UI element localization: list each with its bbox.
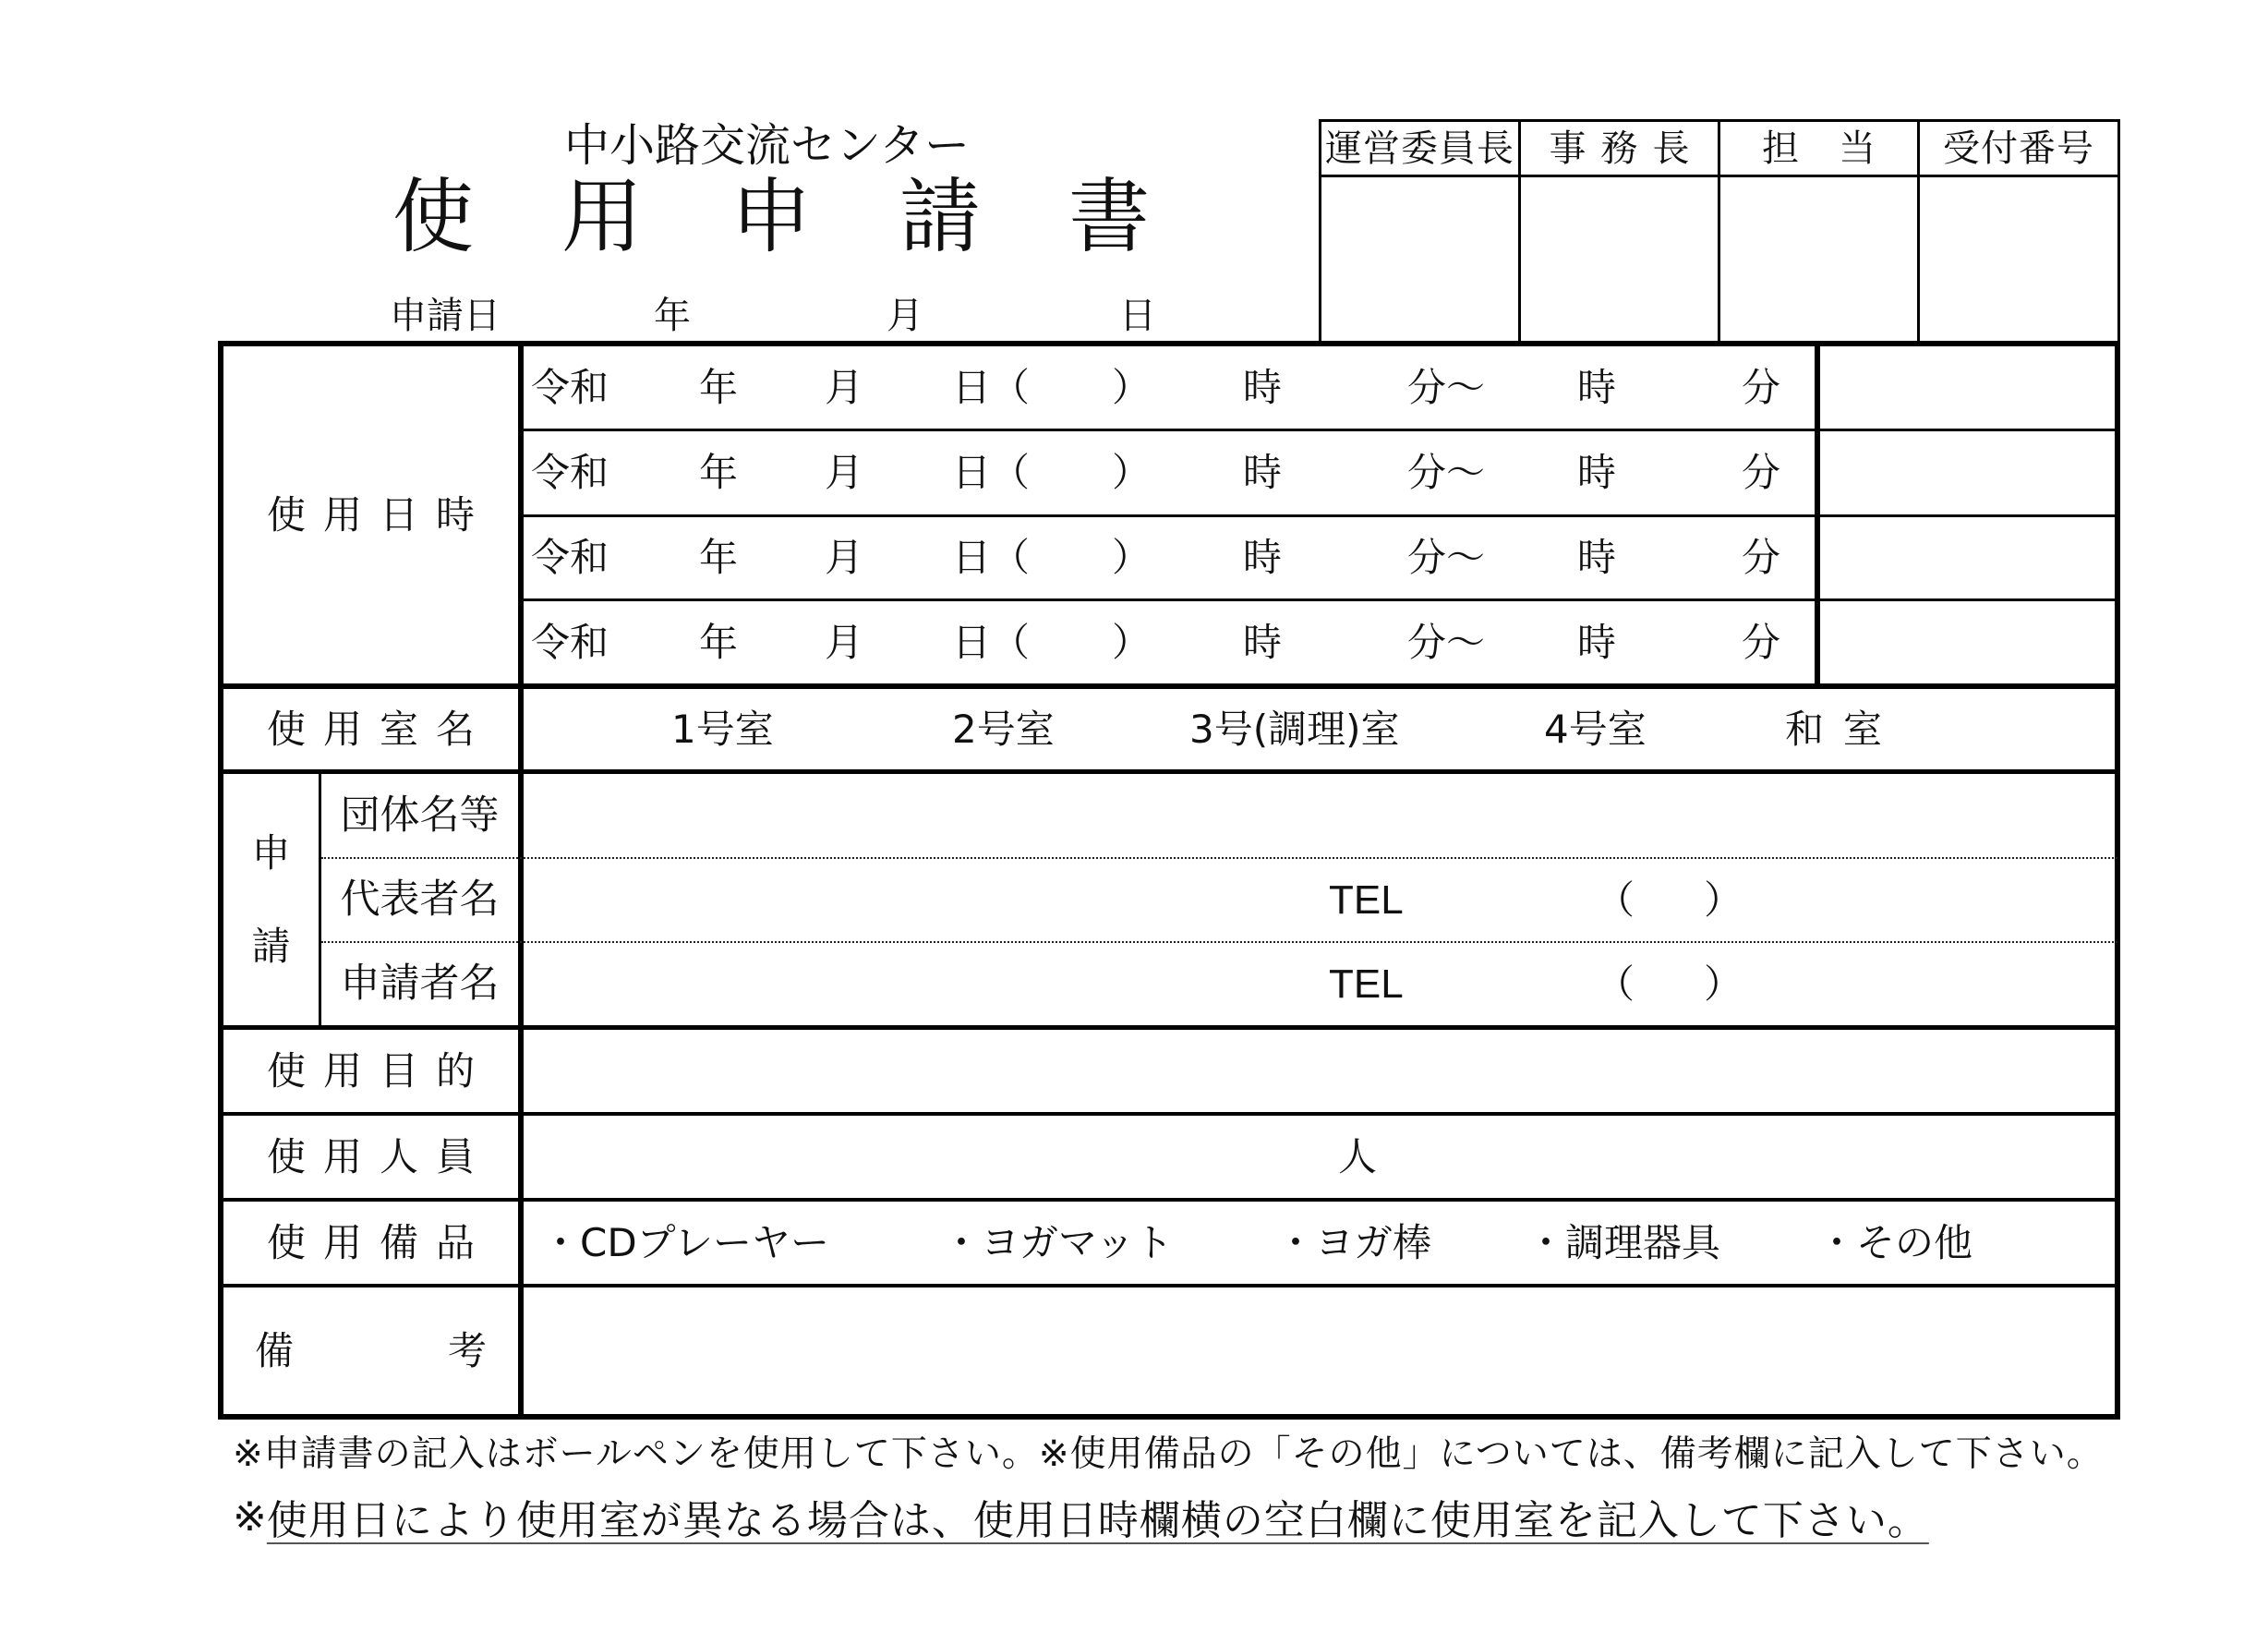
year-label: 年 bbox=[699, 450, 739, 495]
representative-tel-label: TEL bbox=[1329, 876, 1404, 923]
room-option-1: 1号室 bbox=[671, 706, 774, 752]
representative-row bbox=[0, 859, 2268, 941]
approval-header-secretary-general: 事務長 bbox=[1549, 127, 1705, 170]
end-minute-label: 分 bbox=[1742, 364, 1781, 410]
approval-header-staff-cell bbox=[1720, 122, 1917, 175]
start-hour-label: 時 bbox=[1243, 450, 1283, 495]
month-label: 月 bbox=[825, 450, 864, 495]
day-label: 日（ bbox=[952, 535, 1031, 580]
representative-name-label: 代表者名 bbox=[340, 876, 500, 923]
equipment-item-yoga-mat: ・ヨガマット bbox=[942, 1219, 1174, 1265]
datetime-row bbox=[0, 517, 2268, 598]
approval-stamp-cell bbox=[1321, 177, 1518, 341]
applicant-tel-label: TEL bbox=[1329, 961, 1404, 1007]
day-label: 日（ bbox=[952, 450, 1031, 495]
equipment-item-cd-player: ・CDプレーヤー bbox=[541, 1219, 829, 1265]
approval-header-secretary-general-cell bbox=[1521, 122, 1718, 175]
approval-stamp-cell bbox=[1521, 177, 1718, 341]
applicant-tel-close-paren: ） bbox=[1704, 961, 1743, 1007]
date-room-note-cell bbox=[1820, 346, 2115, 429]
datetime-row bbox=[0, 346, 2268, 429]
equipment-item-other: ・その他 bbox=[1817, 1219, 1973, 1265]
group-name-row bbox=[0, 774, 2268, 857]
purpose-label: 使用目的 bbox=[266, 1047, 492, 1094]
purpose-field bbox=[524, 1030, 2115, 1112]
weekday-close-paren: ） bbox=[1112, 619, 1152, 665]
group-name-field bbox=[524, 774, 2115, 857]
group-name-label: 団体名等 bbox=[340, 792, 500, 839]
applicant-tel-open-paren: （ bbox=[1596, 961, 1635, 1007]
attendees-row bbox=[0, 1116, 2268, 1198]
date-room-note-cell bbox=[1820, 517, 2115, 598]
year-label: 年 bbox=[699, 364, 739, 410]
era-label: 令和 bbox=[531, 619, 609, 665]
start-hour-label: 時 bbox=[1243, 364, 1283, 410]
applicant-label: 申請 bbox=[251, 830, 291, 969]
room-option-3-kitchen: 3号(調理)室 bbox=[1189, 706, 1400, 752]
approval-header-committee-chair: 運営委員長 bbox=[1325, 127, 1514, 170]
room-option-4: 4号室 bbox=[1544, 706, 1647, 752]
attendees-unit: 人 bbox=[1338, 1133, 1378, 1179]
era-label: 令和 bbox=[531, 535, 609, 580]
end-hour-label: 時 bbox=[1577, 450, 1617, 495]
usage-datetime-label: 使用日時 bbox=[266, 491, 492, 538]
day-label: 日（ bbox=[952, 619, 1031, 665]
room-name-label: 使用室名 bbox=[266, 706, 492, 752]
end-minute-label: 分 bbox=[1742, 619, 1781, 665]
attendees-label: 使用人員 bbox=[266, 1133, 492, 1179]
application-date-month: 月 bbox=[887, 295, 923, 337]
note-line-1: ※申請書の記入はボールペンを使用して下さい。※使用備品の「その他」については、備考欄に記入して下さい。 bbox=[233, 1433, 2104, 1475]
equipment-label: 使用備品 bbox=[266, 1219, 492, 1265]
room-options-row bbox=[0, 689, 2268, 769]
applicant-name-label: 申請者名 bbox=[340, 961, 500, 1007]
weekday-close-paren: ） bbox=[1112, 535, 1152, 580]
end-hour-label: 時 bbox=[1577, 619, 1617, 665]
facility-name: 中小路交流センター bbox=[564, 119, 971, 172]
datetime-row bbox=[0, 601, 2268, 683]
remarks-row bbox=[0, 1287, 2268, 1414]
day-label: 日（ bbox=[952, 364, 1031, 410]
form-title: 使用申請書 bbox=[392, 169, 1238, 264]
application-date-label: 申請日 bbox=[390, 295, 501, 337]
start-hour-label: 時 bbox=[1243, 619, 1283, 665]
note-line-2-mark: ※ bbox=[233, 1493, 267, 1541]
remarks-label: 備考 bbox=[255, 1327, 642, 1373]
date-room-note-cell bbox=[1820, 431, 2115, 514]
weekday-close-paren: ） bbox=[1112, 364, 1152, 410]
start-hour-label: 時 bbox=[1243, 535, 1283, 580]
year-label: 年 bbox=[699, 535, 739, 580]
note-line-2 bbox=[233, 1493, 1929, 1544]
room-option-2: 2号室 bbox=[952, 706, 1055, 752]
start-minute-label: 分～ bbox=[1407, 364, 1486, 410]
representative-tel-open-paren: （ bbox=[1596, 876, 1635, 923]
month-label: 月 bbox=[825, 364, 864, 410]
start-minute-label: 分～ bbox=[1407, 535, 1486, 580]
end-hour-label: 時 bbox=[1577, 364, 1617, 410]
purpose-row bbox=[0, 1030, 2268, 1112]
month-label: 月 bbox=[825, 535, 864, 580]
applicant-row bbox=[0, 943, 2268, 1025]
note-line-2-text: 使用日により使用室が異なる場合は、使用日時欄横の空白欄に使用室を記入して下さい。 bbox=[266, 1497, 1929, 1544]
era-label: 令和 bbox=[531, 450, 609, 495]
application-date-year: 年 bbox=[654, 295, 691, 337]
receipt-number-cell bbox=[1920, 177, 2117, 341]
start-minute-label: 分～ bbox=[1407, 450, 1486, 495]
start-minute-label: 分～ bbox=[1407, 619, 1486, 665]
weekday-close-paren: ） bbox=[1112, 450, 1152, 495]
equipment-item-yoga-stick: ・ヨガ棒 bbox=[1276, 1219, 1432, 1265]
equipment-item-cookware: ・調理器具 bbox=[1526, 1219, 1721, 1265]
datetime-row bbox=[0, 431, 2268, 514]
approval-header-staff: 担当 bbox=[1762, 127, 1915, 170]
date-room-note-cell bbox=[1820, 601, 2115, 683]
application-date-day: 日 bbox=[1119, 295, 1156, 337]
remarks-field bbox=[524, 1287, 2115, 1414]
year-label: 年 bbox=[699, 619, 739, 665]
end-hour-label: 時 bbox=[1577, 535, 1617, 580]
representative-tel-close-paren: ） bbox=[1704, 876, 1743, 923]
approval-stamp-cell bbox=[1720, 177, 1917, 341]
approval-header-receipt-number: 受付番号 bbox=[1943, 127, 2094, 170]
end-minute-label: 分 bbox=[1742, 450, 1781, 495]
room-option-japanese: 和室 bbox=[1785, 706, 1902, 752]
era-label: 令和 bbox=[531, 364, 609, 410]
month-label: 月 bbox=[825, 619, 864, 665]
equipment-row bbox=[0, 1202, 2268, 1284]
end-minute-label: 分 bbox=[1742, 535, 1781, 580]
